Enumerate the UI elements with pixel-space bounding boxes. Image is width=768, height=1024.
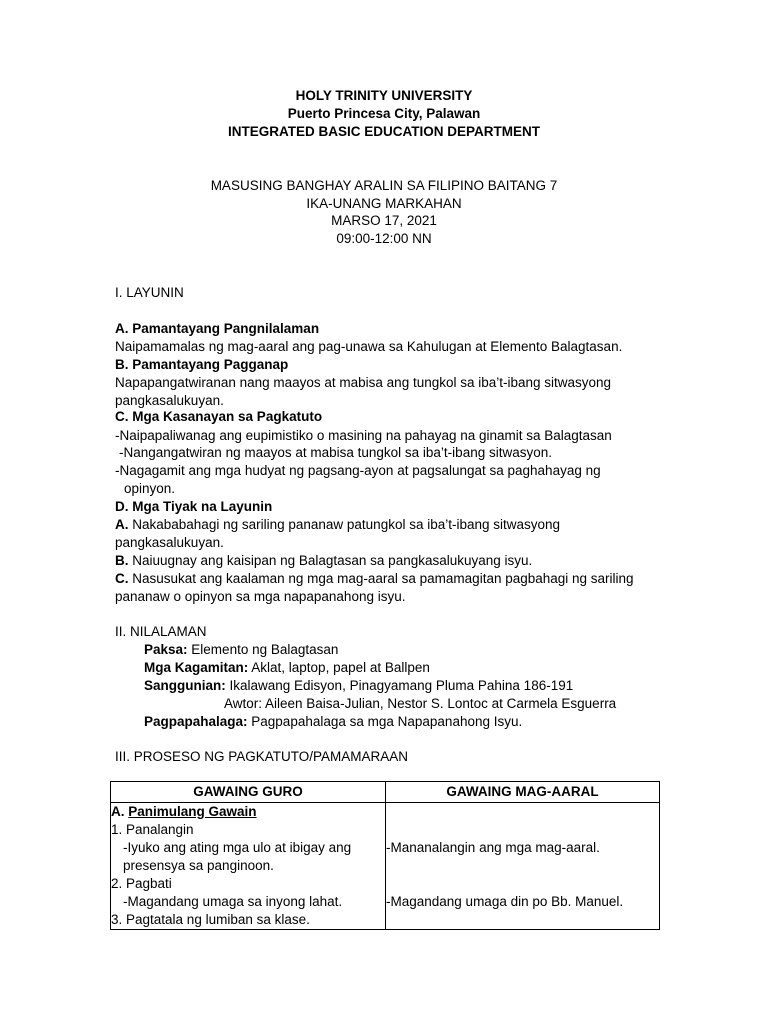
objective-a-line2: pangkasalukuyan. <box>115 535 224 550</box>
objective-c-line1 <box>115 570 634 588</box>
list-item-c3-line2: opinyon. <box>124 481 176 496</box>
section-heading-proseso: III. PROSESO NG PAGKATUTO/PAMAMARAAN <box>115 749 409 764</box>
student-response-pagbati: -Magandang umaga din po Bb. Manuel. <box>386 894 624 909</box>
kagamitan-value: Aklat, laptop, papel at Ballpen <box>248 660 430 675</box>
subheading-b: B. Pamantayang Pagganap <box>115 357 289 372</box>
content-sanggunian <box>144 677 573 695</box>
step-pagbati: 2. Pagbati <box>111 876 172 891</box>
section-heading-layunin: I. LAYUNIN <box>115 285 184 300</box>
step-panalangin: 1. Panalangin <box>111 822 194 837</box>
paragraph-b-line1: Napapangatwiranan nang maayos at mabisa ang tungkol sa iba’t-ibang sitwasyong <box>115 375 612 390</box>
list-item-c2: -Nangangatwiran ng maayos at mabisa tungkol sa iba’t-ibang sitwasyon. <box>119 445 552 460</box>
sanggunian-value: Ikalawang Edisyon, Pinagyamang Pluma Pahina 186-191 <box>225 678 574 693</box>
kagamitan-label: Mga Kagamitan: <box>144 660 249 675</box>
plan-title: MASUSING BANGHAY ARALIN SA FILIPINO BAITANG 7 <box>210 178 558 193</box>
step-panalangin-text-1: -Iyuko ang ating mga ulo at ibigay ang <box>123 840 352 855</box>
table-row <box>111 803 660 930</box>
column-header-mag-aaral: GAWAING MAG-AARAL <box>386 782 660 803</box>
column-header-guro: GAWAING GURO <box>111 782 386 803</box>
objective-b <box>115 552 532 570</box>
teacher-activity-cell <box>111 803 386 930</box>
school-name: HOLY TRINITY UNIVERSITY <box>295 88 473 103</box>
plan-quarter: IKA-UNANG MARKAHAN <box>306 196 462 211</box>
activity-section-name: Panimulang Gawain <box>128 804 257 819</box>
activity-section-prefix: A. <box>111 804 129 819</box>
objective-c-text: Nasusukat ang kaalaman ng mga mag-aaral sa pamamagitan pagbahagi ng sariling <box>128 571 634 586</box>
objective-a-label: A. <box>115 517 129 532</box>
table-header-row <box>111 782 660 803</box>
list-item-c3-line1: -Nagagamit ang mga hudyat ng pagsang-ayon at pagsalungat sa paghahayag ng <box>115 463 601 478</box>
section-heading-nilalaman: II. NILALAMAN <box>115 624 207 639</box>
plan-date: MARSO 17, 2021 <box>331 213 437 228</box>
department-name: INTEGRATED BASIC EDUCATION DEPARTMENT <box>228 124 540 139</box>
list-item-c1: -Naipapaliwanag ang eupimistiko o masining na pahayag na ginamit sa Balagtasan <box>115 428 612 443</box>
pagpapahalaga-label: Pagpapahalaga: <box>144 714 248 729</box>
step-pagtatala: 3. Pagtatala ng lumiban sa klase. <box>111 912 310 927</box>
subheading-d: D. Mga Tiyak na Layunin <box>115 499 273 514</box>
paksa-label: Paksa: <box>144 642 188 657</box>
content-paksa <box>144 641 338 659</box>
objective-a-line1 <box>115 516 560 534</box>
content-kagamitan <box>144 659 430 677</box>
step-panalangin-text-2: presensya sa panginoon. <box>123 858 274 873</box>
step-pagbati-text: -Magandang umaga sa inyong lahat. <box>123 894 343 909</box>
plan-time: 09:00-12:00 NN <box>336 231 432 246</box>
subheading-c: C. Mga Kasanayan sa Pagkatuto <box>115 409 323 424</box>
objective-a-text: Nakababahagi ng sariling pananaw patungkol sa iba’t-ibang sitwasyong <box>128 517 561 532</box>
objective-b-label: B. <box>115 553 129 568</box>
sanggunian-label: Sanggunian: <box>144 678 226 693</box>
student-activity-cell <box>386 803 660 930</box>
lesson-procedure-table <box>110 781 660 930</box>
school-city: Puerto Princesa City, Palawan <box>287 106 481 121</box>
pagpapahalaga-value: Pagpapahalaga sa mga Napapanahong Isyu. <box>247 714 523 729</box>
paragraph-b-line2: pangkasalukuyan. <box>115 393 224 408</box>
student-response-panalangin: -Mananalangin ang mga mag-aaral. <box>386 840 600 855</box>
objective-b-text: Naiuugnay ang kaisipan ng Balagtasan sa pangkasalukuyang isyu. <box>128 553 533 568</box>
activity-section-title <box>111 803 385 821</box>
objective-c-line2: pananaw o opinyon sa mga napapanahong isyu. <box>115 589 406 604</box>
paksa-value: Elemento ng Balagtasan <box>187 642 339 657</box>
content-awtor: Awtor: Aileen Baisa-Julian, Nestor S. Lontoc at Carmela Esguerra <box>224 696 617 711</box>
objective-c-label: C. <box>115 571 129 586</box>
subheading-a: A. Pamantayang Pangnilalaman <box>115 321 320 336</box>
content-pagpapahalaga <box>144 713 522 731</box>
paragraph-a: Naipamamalas ng mag-aaral ang pag-unawa sa Kahulugan at Elemento Balagtasan. <box>115 339 623 354</box>
